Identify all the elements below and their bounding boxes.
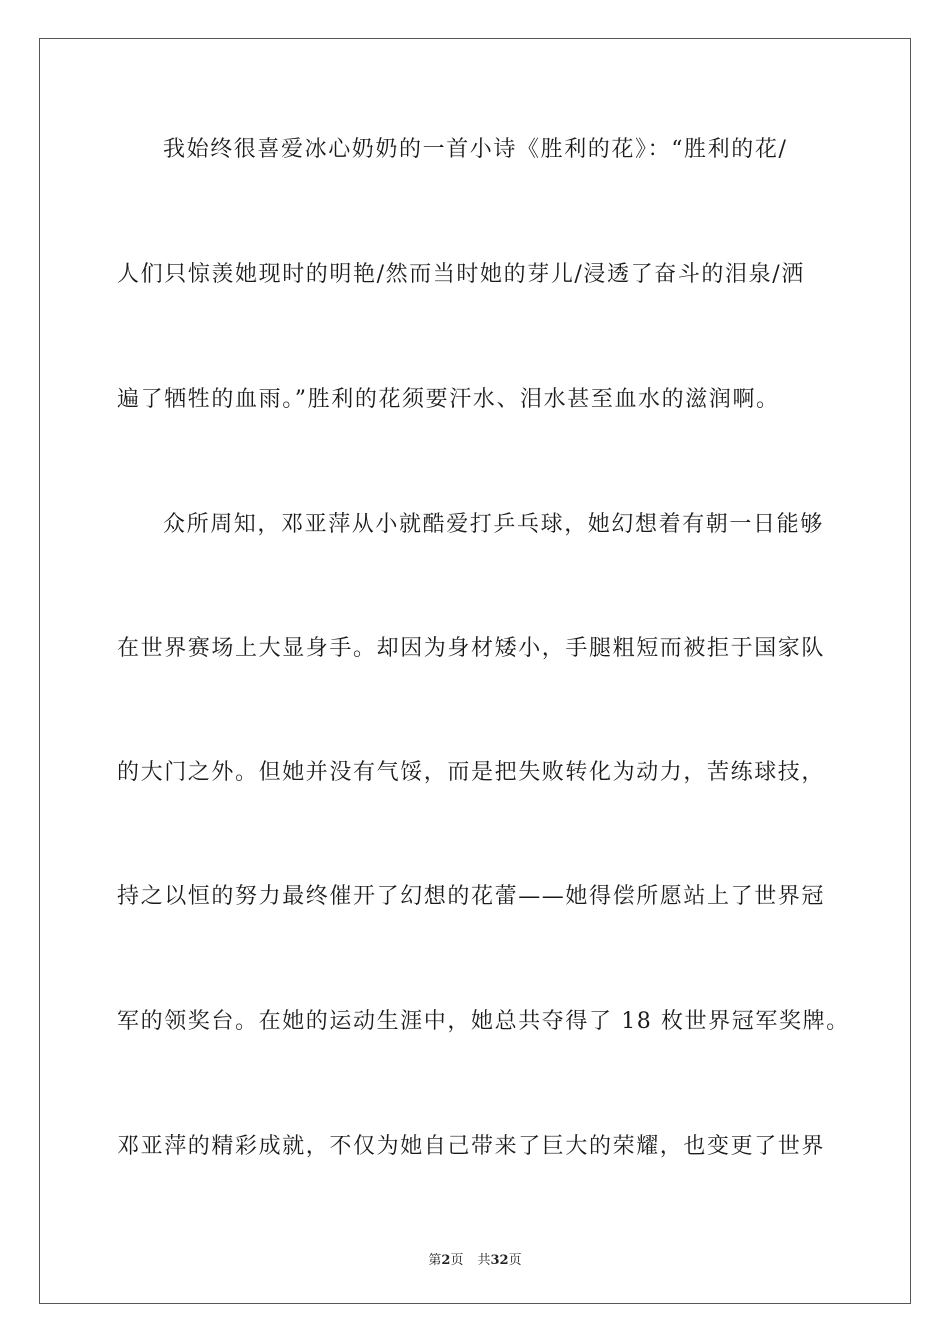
- text-line: 邓亚萍的精彩成就，不仅为她自己带来了巨大的荣耀，也变更了世界: [117, 1134, 826, 1159]
- text-line: 军的领奖台。在她的运动生涯中，她总共夺得了 18 枚世界冠军奖牌。: [117, 1009, 850, 1034]
- text-line: 众所周知，邓亚萍从小就酷爱打乒乓球，她幻想着有朝一日能够: [163, 512, 824, 537]
- page-prefix: 第: [428, 1253, 442, 1268]
- text-line: 在世界赛场上大显身手。却因为身材矮小，手腿粗短而被拒于国家队: [117, 636, 826, 661]
- total-suffix: 页: [508, 1253, 522, 1268]
- page-border: [39, 38, 911, 1304]
- page-suffix: 页: [450, 1253, 464, 1268]
- text-line: 我始终很喜爱冰心奶奶的一首小诗《胜利的花》：“胜利的花/: [163, 137, 788, 162]
- text-line: 的大门之外。但她并没有气馁，而是把失败转化为动力，苦练球技，: [117, 760, 826, 785]
- total-pages: 32: [490, 1253, 509, 1268]
- page-number: 2: [441, 1253, 451, 1268]
- total-prefix: 共: [477, 1253, 491, 1268]
- text-line: 人们只惊羡她现时的明艳/然而当时她的芽儿/浸透了奋斗的泪泉/洒: [117, 262, 805, 287]
- text-line: 持之以恒的努力最终催开了幻想的花蕾——她得偿所愿站上了世界冠: [117, 884, 826, 909]
- page-footer: [0, 1249, 950, 1268]
- text-line: 遍了牺牲的血雨。”胜利的花须要汗水、泪水甚至血水的滋润啊。: [117, 387, 780, 412]
